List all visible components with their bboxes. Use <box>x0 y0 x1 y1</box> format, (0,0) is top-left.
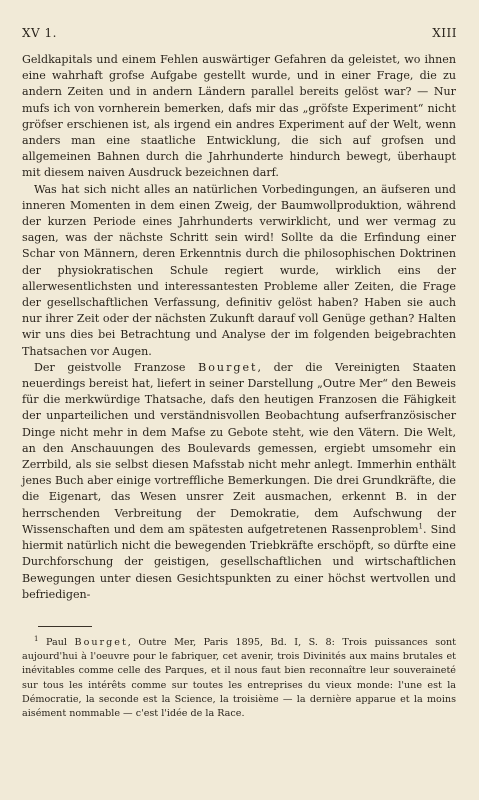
paragraph <box>22 360 456 603</box>
paragraph <box>22 52 456 182</box>
text-run: , Outre Mer, Paris 1895, Bd. I, S. 8: Trois puissances sont aujourd'hui à l'oeuvre pour le fabriquer, cet avenir, trois Divinités aux mains brutales et inévitables comme celle des Parques, et il nous faut bien reconnaître leur souveraineté sur tous les intérêts comme sur toutes les entreprises du vieux monde: l'une est la Démocratie, la seconde est la Science, la troisième — la dernière apparue et la moins aisément nommable — c'est l'idée de la Race. <box>22 637 457 720</box>
text-run: Was hat sich nicht alles an natürlichen Vorbedingungen, an äufseren und inneren Momenten in dem einen Zweig, der Baumwollproduktion, während der kurzen Periode eines Jahrhunderts verwirklicht, und wer vermag zu sagen, was der nächste Schritt sein wird! Sollte da die Erfindung einer Schar von Männern, deren Erkenntnis durch die philosophischen Doktrinen der physiokratischen Schule regiert wurde, wirklich eins der allerwesentlichsten und interessantesten Probleme aller Zeiten, die Frage der gesellschaftlichen Verfassung, definitiv gelöst haben? Haben sie auch nur ihrer Zeit oder der nächsten Zukunft darauf voll Genüge gethan? Halten wir uns dies bei Betrachtung und Analyse der im folgenden beigebrachten Thatsachen vor Augen. <box>22 182 456 358</box>
header-chapter: XV 1. <box>22 26 57 40</box>
running-header <box>22 26 457 40</box>
footnote-marker: 1 <box>34 634 39 643</box>
footnote <box>22 636 456 721</box>
text-run: Paul <box>38 637 75 648</box>
text-run: . Sind hiermit natürlich nicht die bewegenden Triebkräfte erschöpft, so dürfte eine Durchforschung der geistigen, gesellschaftlichen und wirtschaftlichen Bewegungen unter diesen Gesichtspunkten zu einer höchst wertvollen und befriedigen- <box>22 522 457 601</box>
footnote-marker: 1 <box>418 522 423 531</box>
header-page-number: XIII <box>432 26 457 40</box>
paragraph <box>22 182 456 360</box>
footnote-rule <box>38 626 92 627</box>
spaced-name: Bourget <box>198 360 258 374</box>
spaced-name: Bourget <box>74 637 128 648</box>
text-run: Der geistvolle Franzose <box>34 360 199 374</box>
text-run: , der die Vereinigten Staaten neuerdings bereist hat, liefert in seiner Darstellung „Outre Mer“ den Beweis für die merkwürdige Thatsache, dafs den heutigen Franzosen die Fähigkeit der unparteilichen und verständnisvollen Beobachtung aufserfranzösischer Dinge nicht mehr in dem Mafse zu Gebote steht, wie den Vätern. Die Welt, an den Anschauungen des Boulevards gemessen, ergiebt umsomehr ein Zerrbild, als sie selbst diesen Mafsstab nicht mehr anlegt. Immerhin enthält jenes Buch aber einige vortreffliche Bemerkungen. Die drei Grundkräfte, die die Eigenart, das Wesen unsrer Zeit ausmachen, erkennt B. in der herrschenden Verbreitung der Demokratie, dem Aufschwung der Wissenschaften und dem am spätesten aufgetretenen Rassenproblem <box>22 360 457 536</box>
text-run: Geldkapitals und einem Fehlen auswärtiger Gefahren da geleistet, wo ihnen eine wahrhaft grofse Aufgabe gestellt wurde, und in einer Frage, die zu andern Zeiten und in andern Ländern parallel bereits gelöst war? — Nur mufs ich von vornherein bemerken, dafs mir das „gröfste Experiment“ nicht gröfser erschienen ist, als irgend ein andres Experiment auf der Welt, wenn anders man eine staatliche Entwicklung, die sich auf grofsen und allgemeinen Bahnen durch die Jahrhunderte hindurch bewegt, überhaupt mit diesem naiven Ausdruck bezeichnen darf. <box>22 53 456 180</box>
footnote-paragraph <box>22 636 456 721</box>
body-text <box>22 52 456 603</box>
